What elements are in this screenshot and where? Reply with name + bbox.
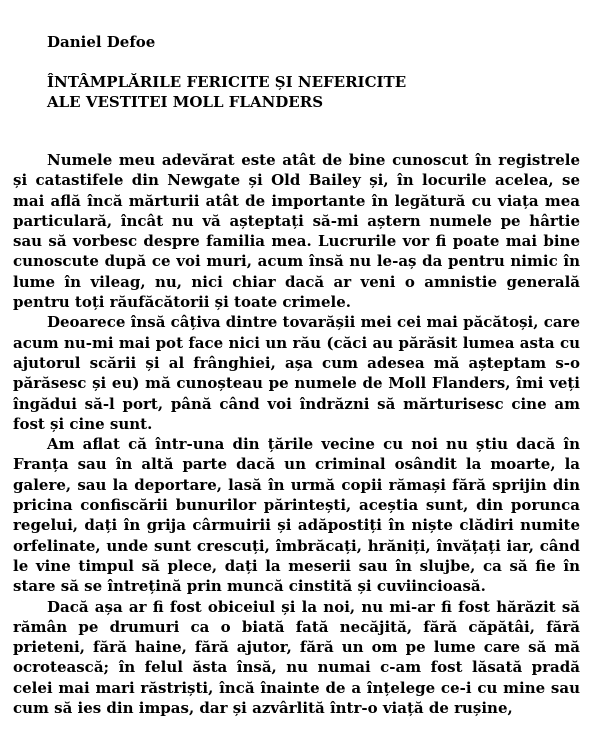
paragraph: Dacă așa ar fi fost obiceiul și la noi, nu mi-ar fi fost hărăzit să rămân pe drumuri ca o biată fată necăjită, fără căpătâi, fără prieteni, fără haine, fără ajutor, fără un om pe lume care să mă ocrotească; în felul ăsta însă, nu numai c-am fost lăsată pradă celei mai mari răstriști, încă înainte de a înțelege ce-i cu mine sau cum să ies din impas, dar și azvârlită într-o viață de rușine, — [13, 597, 580, 718]
body-text — [13, 150, 580, 718]
paragraph: Am aflat că într-una din țările vecine cu noi nu știu dacă în Franța sau în altă parte dacă un criminal osândit la moarte, la galere, sau la deportare, lasă în urmă copii rămași fără sprijin din pricina confiscării bunurilor părintești, aceștia sunt, din porunca regelui, dați în grija cârmuirii și adăpostiți în niște clădiri numite orfelinate, unde sunt crescuți, îmbrăcați, hrăniți, învățați iar, când le vine timpul să plece, dați la meserii sau în slujbe, ca să fie în stare să se întrețină prin muncă cinstită și cuviincioasă. — [13, 435, 580, 596]
book-title — [47, 72, 406, 112]
paragraph: Numele meu adevărat este atât de bine cunoscut în registrele și catastifele din Newgate și Old Bailey și, în locurile acelea, se mai află încă mărturii atât de importante în legătură cu viața mea particulară, încât nu vă așteptați să-mi aștern numele pe hârtie sau să vorbesc despre familia mea. Lucrurile vor fi poate mai bine cunoscute după ce voi muri, acum însă nu le-aș da pentru nimic în lume în vileag, nu, nici chiar dacă ar veni o amnistie generală pentru toți răufăcătorii și toate crimele. — [13, 151, 580, 312]
paragraph: Deoarece însă câțiva dintre tovarășii mei cei mai păcătoși, care acum nu-mi mai pot face nici un rău (căci au părăsit lumea asta cu ajutorul scării și al frânghiei, așa cum adesea mă așteptam s-o părăsesc și eu) mă cunoșteau pe numele de Moll Flanders, îmi veți îngădui să-l port, până când voi îndrăzni să mărturisesc cine am fost și cine sunt. — [13, 313, 580, 433]
title-line: ALE VESTITEI MOLL FLANDERS — [47, 93, 324, 111]
title-line: ÎNTÂMPLĂRILE FERICITE ȘI NEFERICITE — [47, 73, 407, 91]
author-name: Daniel Defoe — [47, 33, 156, 51]
